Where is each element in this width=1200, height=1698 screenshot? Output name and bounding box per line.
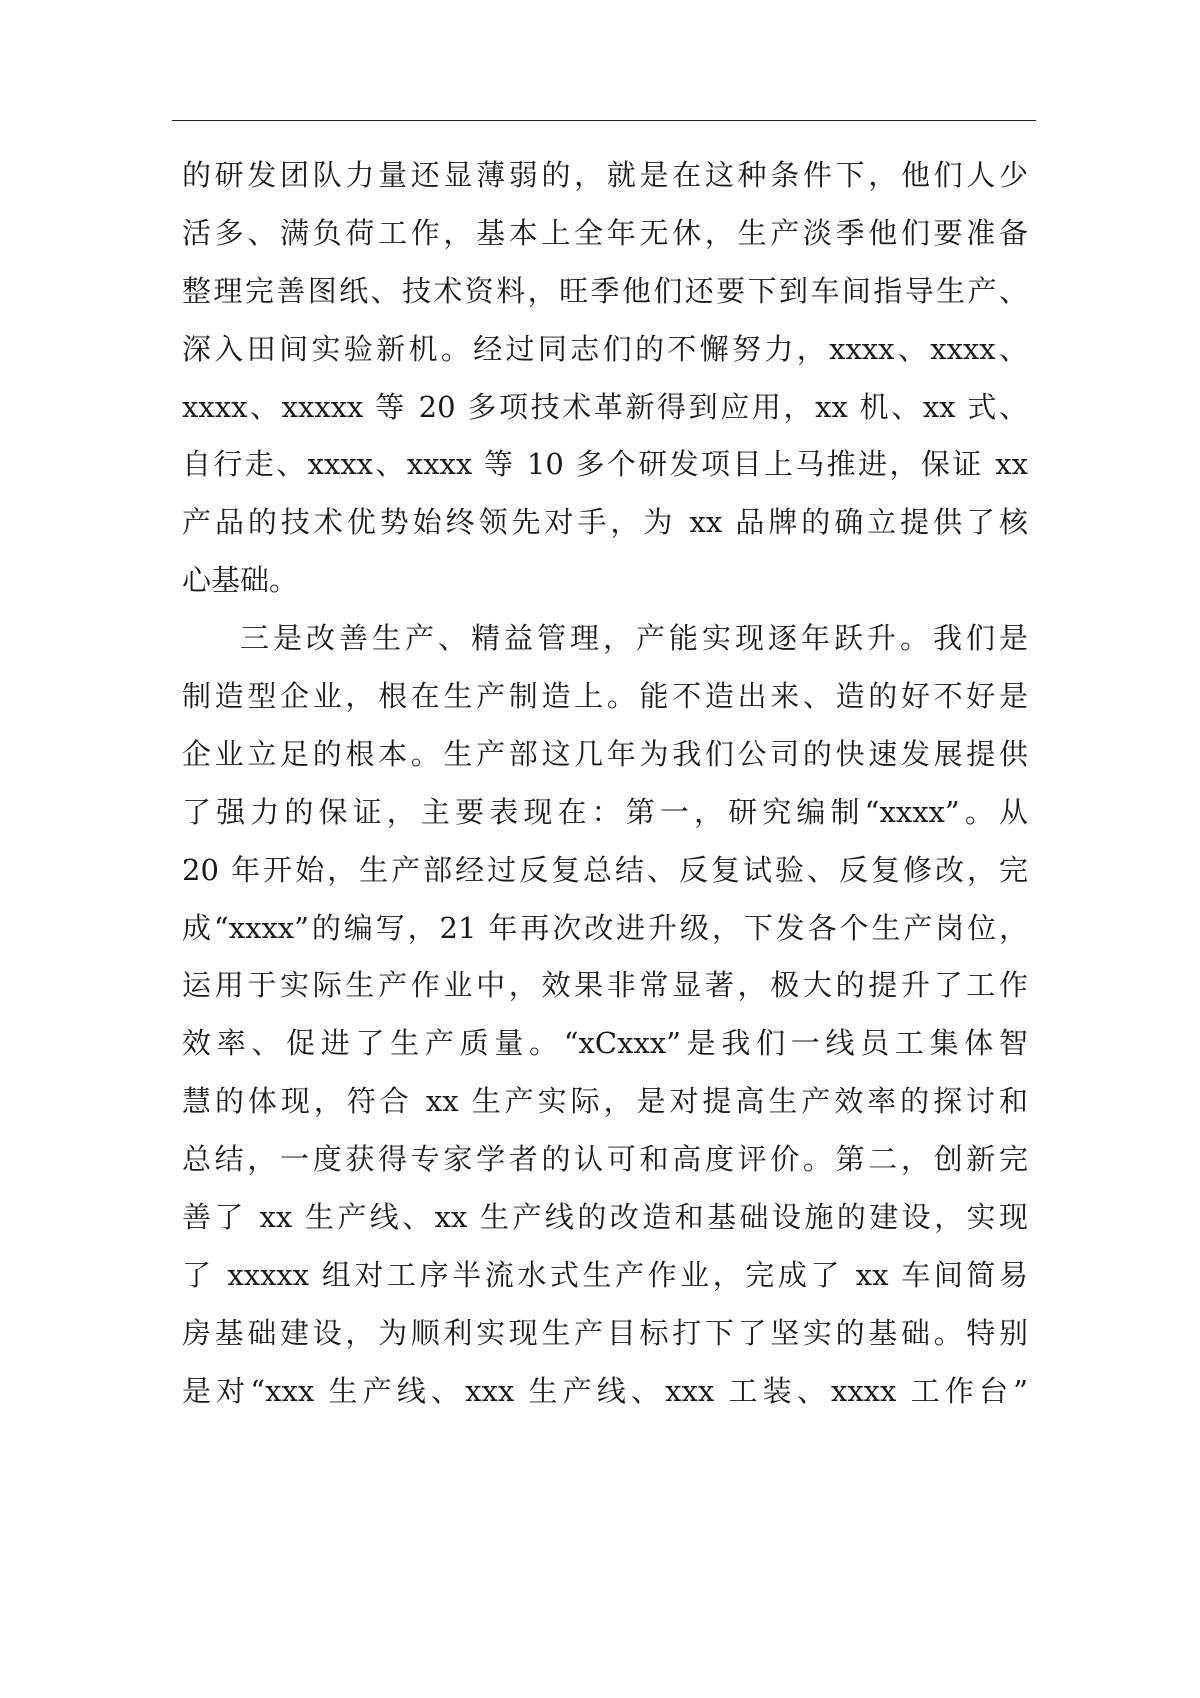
text-line: 慧的体现，符合 xx 生产实际，是对提高生产效率的探讨和 <box>182 1084 1028 1119</box>
text-line: 了强力的保证，主要表现在：第一，研究编制“xxxx”。从 <box>182 794 1028 829</box>
text-line: 活多、满负荷工作，基本上全年无休，生产淡季他们要准备 <box>182 215 1028 250</box>
text-line: 效率、促进了生产质量。“xCxxx”是我们一线员工集体智 <box>182 1026 1028 1061</box>
text-line: 运用于实际生产作业中，效果非常显著，极大的提升了工作 <box>182 968 1028 1003</box>
text-line: 了 xxxxx 组对工序半流水式生产作业，完成了 xx 车间简易 <box>182 1257 1028 1292</box>
text-line: 企业立足的根本。生产部这几年为我们公司的快速发展提供 <box>182 736 1028 771</box>
text-line: 产品的技术优势始终领先对手，为 xx 品牌的确立提供了核 <box>182 505 1028 540</box>
text-line: 深入田间实验新机。经过同志们的不懈努力，xxxx、xxxx、 <box>182 331 1028 366</box>
text-line: 制造型企业，根在生产制造上。能不造出来、造的好不好是 <box>182 679 1028 714</box>
text-line: 善了 xx 生产线、xx 生产线的改造和基础设施的建设，实现 <box>182 1200 1028 1235</box>
text-line: 成“xxxx”的编写，21 年再次改进升级，下发各个生产岗位， <box>182 910 1028 945</box>
text-line: 自行走、xxxx、xxxx 等 10 多个研发项目上马推进，保证 xx <box>182 447 1028 482</box>
text-line: 是对“xxx 生产线、xxx 生产线、xxx 工装、xxxx 工作台” <box>182 1373 1028 1408</box>
text-line: 的研发团队力量还显薄弱的，就是在这种条件下，他们人少 <box>182 158 1028 192</box>
text-line: 房基础建设，为顺利实现生产目标打下了坚实的基础。特别 <box>182 1315 1028 1350</box>
text-line: 整理完善图纸、技术资料，旺季他们还要下到车间指导生产、 <box>182 273 1028 308</box>
text-line: 心基础。 <box>182 563 299 598</box>
text-line: 三是改善生产、精益管理，产能实现逐年跃升。我们是 <box>240 621 1028 656</box>
body-text <box>182 147 1028 1421</box>
header-rule <box>172 120 1036 121</box>
text-line: 总结，一度获得专家学者的认可和高度评价。第二，创新完 <box>182 1142 1028 1177</box>
text-line: 20 年开始，生产部经过反复总结、反复试验、反复修改，完 <box>182 852 1028 887</box>
text-line: xxxx、xxxxx 等 20 多项技术革新得到应用，xx 机、xx 式、 <box>182 389 1028 424</box>
